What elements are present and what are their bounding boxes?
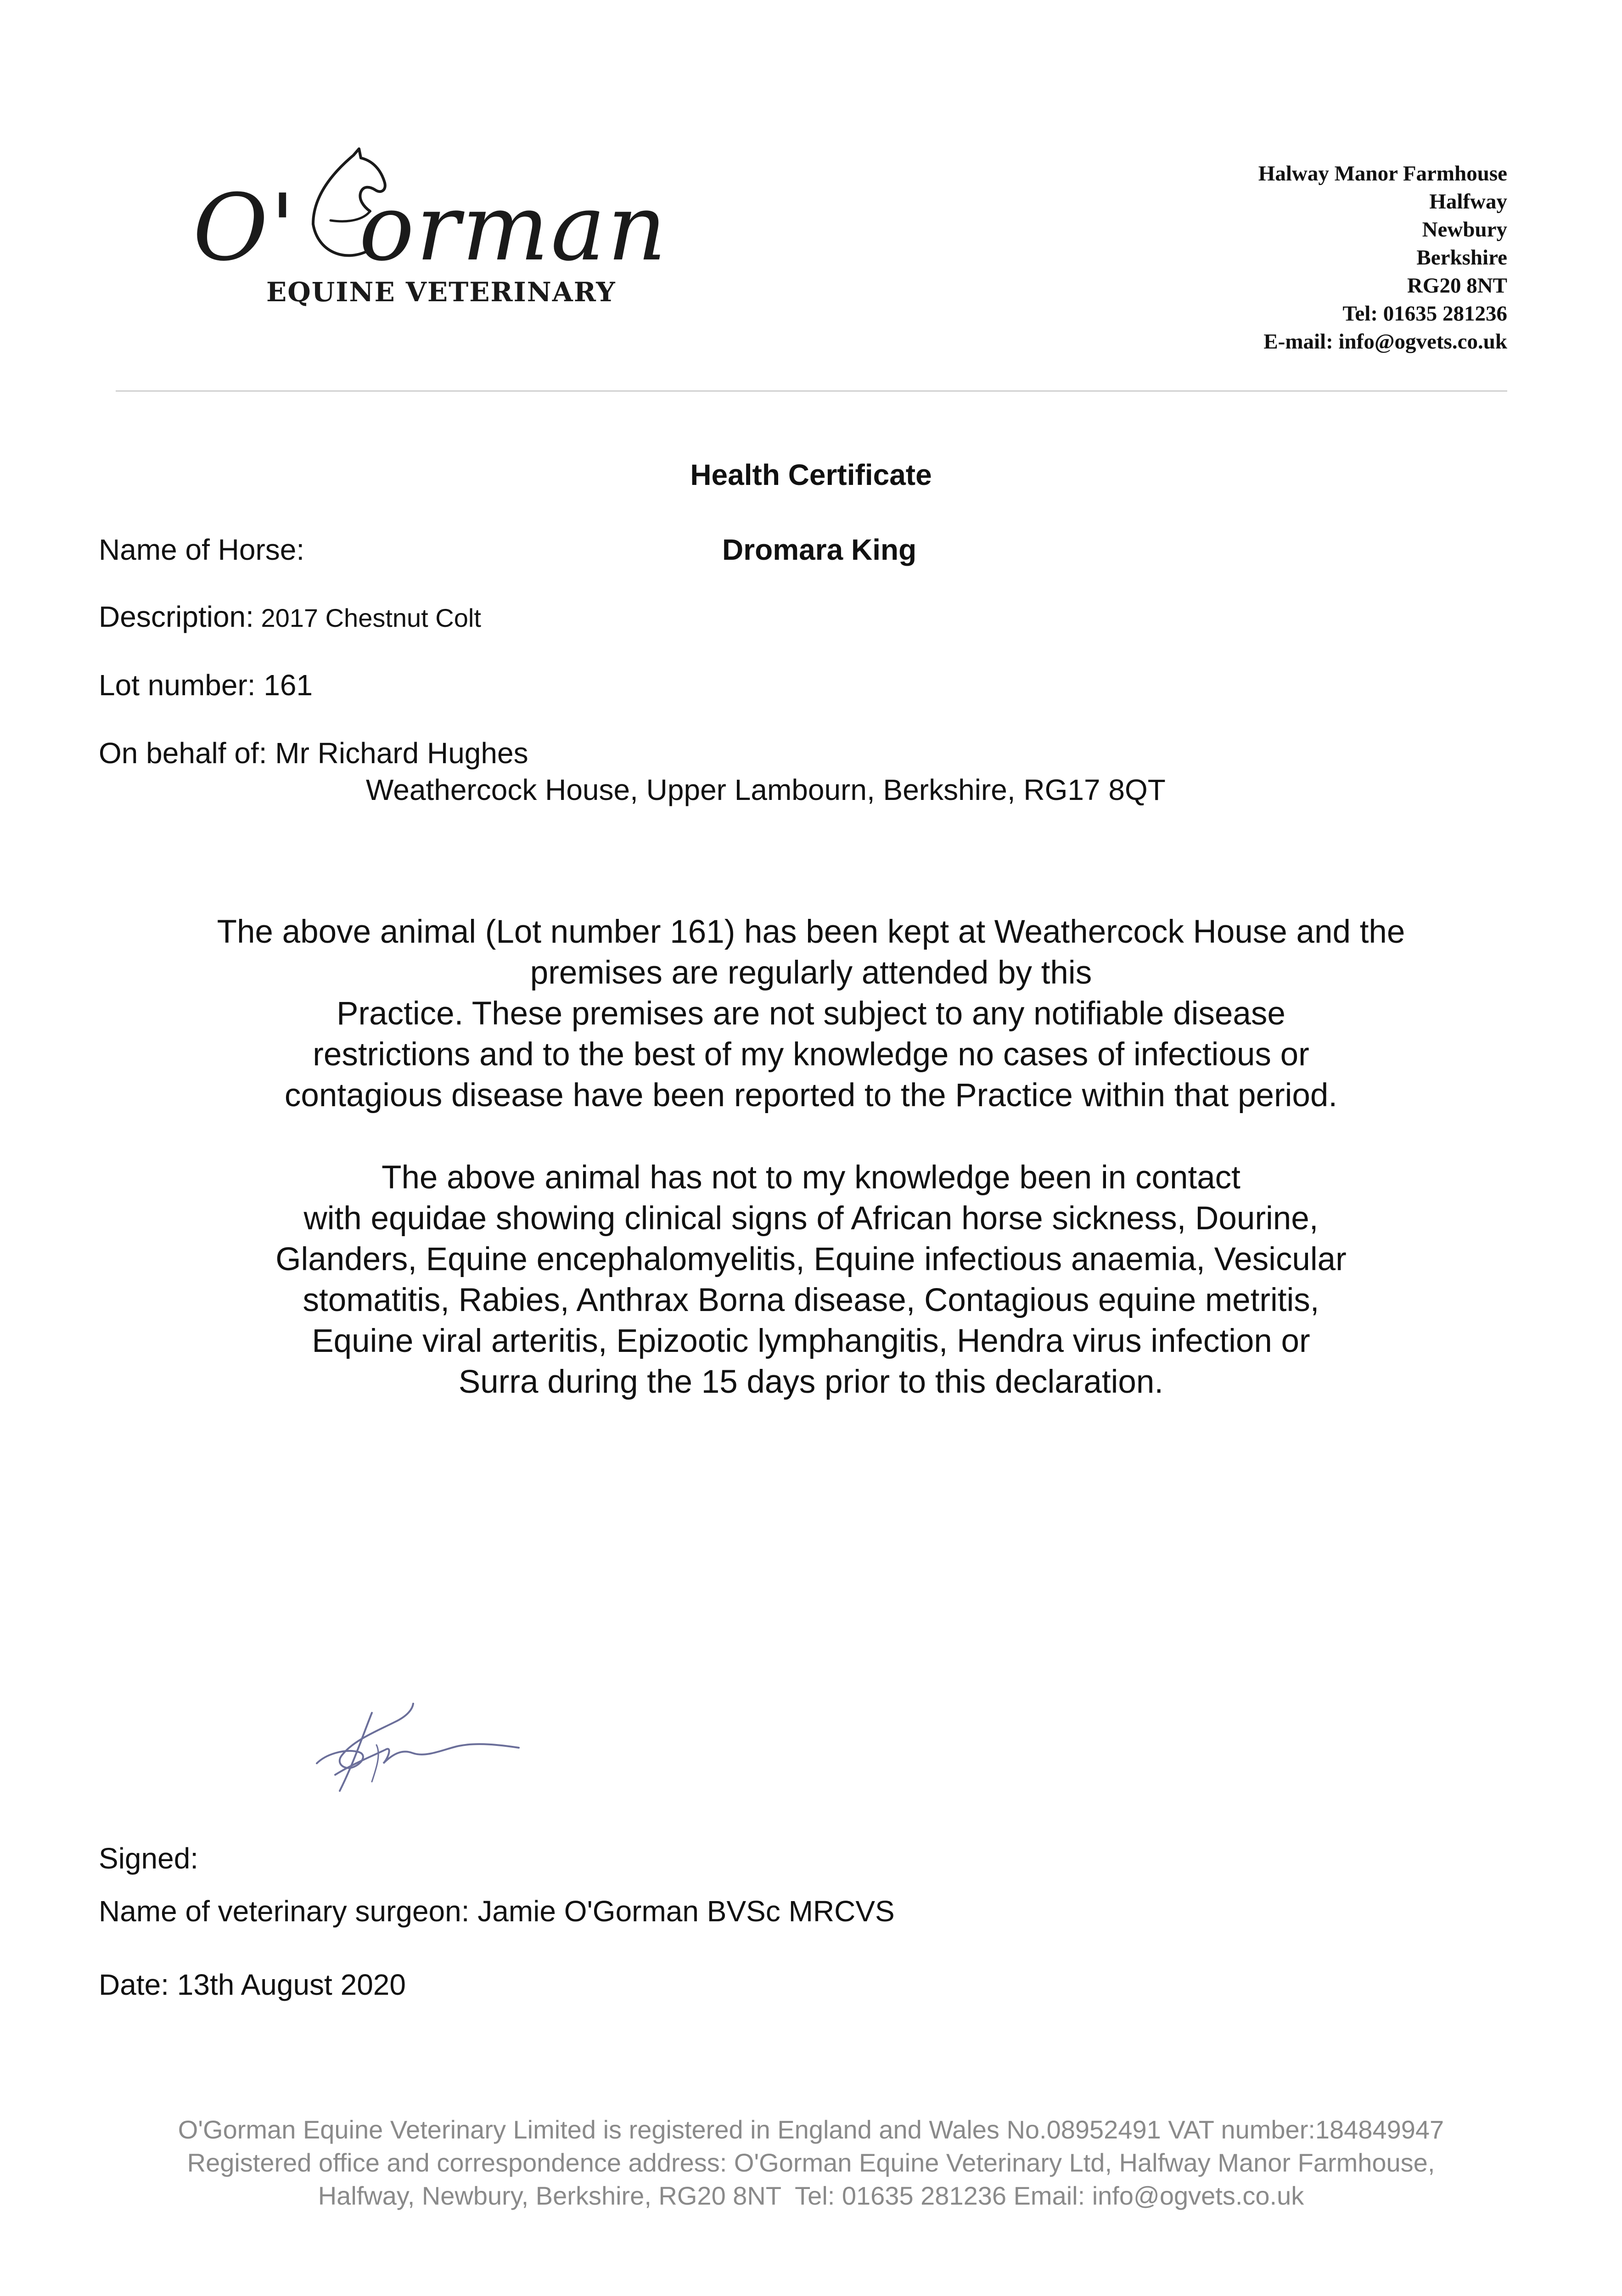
horse-name-label: Name of Horse: <box>99 533 305 566</box>
logo-tagline: EQUINE VETERINARY <box>266 276 616 308</box>
lot-number: Lot number: 161 <box>99 669 313 702</box>
paragraph-line: with equidae showing clinical signs of African horse sickness, Dourine, <box>303 1200 1319 1237</box>
premises-statement <box>129 912 1493 1116</box>
certificate-date: Date: 13th August 2020 <box>99 1968 406 2001</box>
paragraph-line: Surra during the 15 days prior to this declaration. <box>458 1364 1164 1400</box>
paragraph-line: contagious disease have been reported to the Practice within that period. <box>284 1077 1338 1114</box>
description-value: 2017 Chestnut Colt <box>253 603 481 632</box>
signature-image <box>308 1694 528 1800</box>
address-line: Halway Manor Farmhouse <box>1258 162 1507 186</box>
owner-address: Weathercock House, Upper Lambourn, Berkshire, RG17 8QT <box>366 773 1166 806</box>
disease-declaration <box>129 1157 1493 1402</box>
logo-wordmark <box>193 174 668 281</box>
logo-wordmark-rest: orman <box>359 174 668 281</box>
address-email: E-mail: info@ogvets.co.uk <box>1263 330 1507 354</box>
logo-wordmark-prefix: O' <box>193 174 297 281</box>
header-divider <box>116 390 1507 392</box>
paragraph-line: premises are regularly attended by this <box>530 955 1092 991</box>
address-phone: Tel: 01635 281236 <box>1342 302 1507 326</box>
horse-name-value: Dromara King <box>722 533 917 566</box>
company-footer <box>0 2113 1622 2212</box>
paragraph-line: The above animal (Lot number 161) has been kept at Weathercock House and the <box>217 914 1405 950</box>
signed-label: Signed: <box>99 1842 199 1875</box>
paragraph-line: stomatitis, Rabies, Anthrax Borna disease, Contagious equine metritis, <box>303 1282 1319 1318</box>
paragraph-line: Practice. These premises are not subject to any notifiable disease <box>337 996 1285 1032</box>
practice-address <box>1258 160 1507 356</box>
footer-line: O'Gorman Equine Veterinary Limited is registered in England and Wales No.08952491 VAT number:184849947 <box>178 2115 1444 2144</box>
description-field <box>99 600 481 634</box>
address-line: Berkshire <box>1416 246 1507 270</box>
surgeon-name: Name of veterinary surgeon: Jamie O'Gorman BVSc MRCVS <box>99 1895 895 1928</box>
on-behalf-of: On behalf of: Mr Richard Hughes <box>99 737 528 770</box>
paragraph-line: Glanders, Equine encephalomyelitis, Equine infectious anaemia, Vesicular <box>275 1241 1347 1277</box>
address-line: Halfway <box>1429 190 1507 214</box>
address-line: RG20 8NT <box>1407 274 1507 298</box>
footer-line: Registered office and correspondence address: O'Gorman Equine Veterinary Ltd, Halfway Manor Farmhouse, <box>187 2148 1435 2177</box>
certificate-title: Health Certificate <box>690 458 932 491</box>
paragraph-line: restrictions and to the best of my knowledge no cases of infectious or <box>313 1036 1309 1073</box>
address-line: Newbury <box>1422 218 1507 242</box>
paragraph-line: The above animal has not to my knowledge been in contact <box>382 1159 1240 1196</box>
description-label: Description: <box>99 600 254 633</box>
paragraph-line: Equine viral arteritis, Epizootic lymphangitis, Hendra virus infection or <box>312 1323 1310 1359</box>
company-logo <box>193 142 668 317</box>
footer-line: Halfway, Newbury, Berkshire, RG20 8NT Tel: 01635 281236 Email: info@ogvets.co.uk <box>318 2181 1304 2210</box>
